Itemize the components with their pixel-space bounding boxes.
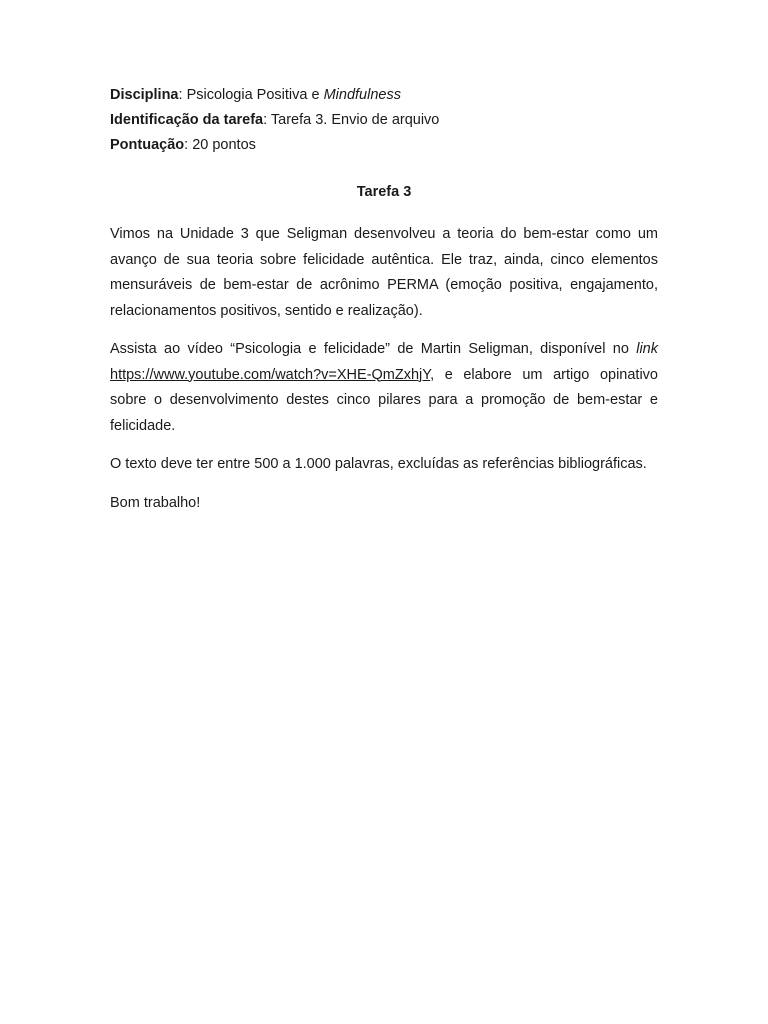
paragraph-2 xyxy=(110,337,658,439)
score-separator: : xyxy=(184,137,193,153)
score-value: 20 pontos xyxy=(192,137,256,153)
paragraph-2-intro: Assista ao vídeo “Psicologia e felicidade” de Martin Seligman, disponível no xyxy=(110,341,637,357)
score-line xyxy=(110,133,658,158)
task-title: Tarefa 3 xyxy=(356,184,412,200)
youtube-link[interactable]: https://www.youtube.com/watch?v=XHE-QmZxhjY xyxy=(110,366,431,383)
discipline-line xyxy=(110,83,658,108)
paragraph-3: O texto deve ter entre 500 a 1.000 palavras, excluídas as referências bibliográficas. xyxy=(110,456,647,472)
score-label: Pontuação xyxy=(110,137,185,153)
discipline-separator: : xyxy=(178,87,187,103)
closing-line: Bom trabalho! xyxy=(110,494,201,511)
task-id-line xyxy=(110,108,658,133)
document-content xyxy=(110,83,658,516)
discipline-label: Disciplina xyxy=(110,87,179,103)
discipline-value-italic: Mindfulness xyxy=(323,87,401,103)
link-word: link xyxy=(636,341,658,357)
task-id-value: Tarefa 3. Envio de arquivo xyxy=(270,112,440,128)
discipline-value: Psicologia Positiva e xyxy=(186,87,324,103)
paragraph-1: Vimos na Unidade 3 que Seligman desenvolveu a teoria do bem-estar como um avanço de sua teoria sobre felicidade autêntica. Ele traz, ainda, cinco elementos mensuráveis de bem-estar de acrônimo PERMA (emoção positiva, engajamento, relacionamentos positivos, sentido e realização). xyxy=(110,226,658,319)
task-id-label: Identificação da tarefa xyxy=(110,112,264,128)
paragraph-2-rest: , e elabore um artigo opinativo sobre o desenvolvimento destes cinco pilares para a promoção de bem-estar e felicidade. xyxy=(110,366,658,434)
task-id-separator: : xyxy=(263,112,271,128)
